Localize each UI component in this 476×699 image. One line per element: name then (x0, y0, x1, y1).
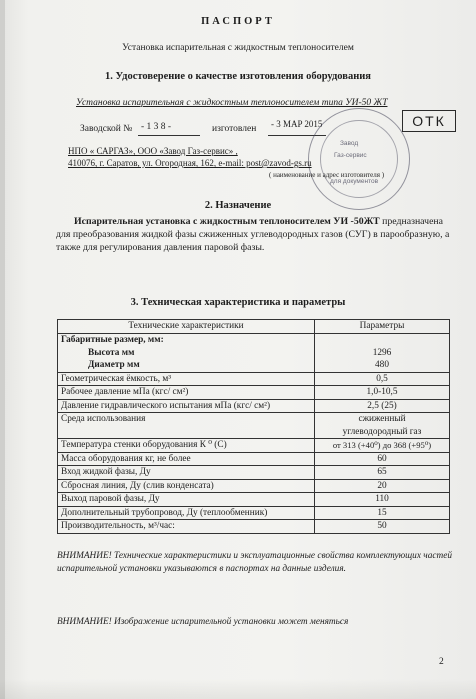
table-cell: 50 (315, 520, 450, 534)
seal-text: для документов (330, 178, 379, 185)
seal-text: Завод (340, 140, 359, 147)
table-cell: Среда использования (58, 413, 315, 426)
otk-stamp: ОТК (402, 110, 456, 132)
table-cell: Диаметр мм (58, 359, 315, 372)
table-row (58, 347, 450, 360)
spec-table (57, 319, 450, 534)
section2-heading: 2. Назначение (204, 200, 272, 211)
table-cell: Сбросная линия, Ду (слив конденсата) (58, 479, 315, 493)
page-number: 2 (439, 657, 444, 667)
table-header-row (58, 320, 450, 334)
table-row (58, 372, 450, 386)
product-line: Установка испарительная с жидкостным теплоносителем типа УИ-50 ЖТ (76, 98, 388, 108)
table-cell: 15 (315, 506, 450, 520)
serial-value: - 1 3 8 - (141, 122, 172, 132)
table-cell: 1296 (315, 347, 450, 360)
table-cell: 65 (315, 466, 450, 480)
page-edge-shadow (0, 0, 5, 699)
table-cell: Рабочее давление мПа (кгс/ см²) (58, 386, 315, 400)
table-cell: Вход жидкой фазы, Ду (58, 466, 315, 480)
table-cell: углеводородный газ (315, 426, 450, 439)
table-row (58, 479, 450, 493)
table-row (58, 493, 450, 507)
document-title: ПАСПОРТ (201, 16, 275, 27)
table-cell: Высота мм (58, 347, 315, 360)
section3-heading: 3. Техническая характеристика и параметры (130, 297, 346, 308)
purpose-bold: Испарительная установка с жидкостным теплоносителем УИ -50ЖТ (74, 216, 380, 227)
table-cell: Выход паровой фазы, Ду (58, 493, 315, 507)
scan-shadow (0, 679, 476, 699)
made-date: - 3 MAP 2015 (271, 119, 323, 129)
manufacturer-note: ( наименование и адрес изготовителя ) (269, 171, 385, 179)
table-row (58, 359, 450, 372)
table-cell (315, 334, 450, 347)
seal-text: Газ-сервис (334, 152, 367, 159)
manufacturer-line-2: 410076, г. Саратов, ул. Огородная, 162, e-mail: post@zavod-gs.ru (68, 158, 312, 168)
table-row (58, 399, 450, 413)
table-row (58, 506, 450, 520)
table-cell: 2,5 (25) (315, 399, 450, 413)
table-cell: 480 (315, 359, 450, 372)
table-cell: от 313 (+40⁰) до 368 (+95⁰) (315, 439, 450, 453)
table-row (58, 426, 450, 439)
table-row (58, 386, 450, 400)
table-cell: 0,5 (315, 372, 450, 386)
table-cell: Производительность, м³/час: (58, 520, 315, 534)
manufacturer-line-1: НПО « САРГАЗ», ООО «Завод Газ-сервис» , (68, 146, 238, 156)
purpose-rest: предназначена для преобразования жидкой фазы сжиженных углеводородных газов (СУГ) в парообразную, а также для регулирования давления паровой фазы. (56, 216, 450, 253)
table-row (58, 439, 450, 453)
table-row (58, 466, 450, 480)
table-row (58, 452, 450, 466)
table-row (58, 520, 450, 534)
table-cell: Дополнительный трубопровод, Ду (теплообменник) (58, 506, 315, 520)
table-cell: 20 (315, 479, 450, 493)
document-subtitle: Установка испарительная с жидкостным теплоносителем (122, 43, 354, 53)
section1-heading: 1. Удостоверение о качестве изготовления оборудования (104, 71, 371, 82)
table-cell: 60 (315, 452, 450, 466)
warning-note-1: ВНИМАНИЕ! Технические характеристики и эксплуатационные свойства комплектующих частей испарительной установки указываются в паспортах на данные изделия. (57, 551, 452, 574)
serial-label: Заводской № (80, 124, 133, 134)
made-label: изготовлен (212, 124, 257, 134)
table-cell: 1,0-10,5 (315, 386, 450, 400)
table-cell: сжиженный (315, 413, 450, 426)
warning-note-2: ВНИМАНИЕ! Изображение испарительной установки может меняться (57, 617, 349, 627)
table-row (58, 413, 450, 426)
table-cell (58, 426, 315, 439)
table-cell: Температура стенки оборудования К ⁰ (С) (58, 439, 315, 453)
purpose-paragraph (56, 215, 452, 254)
column-header: Параметры (315, 320, 450, 334)
table-row (58, 334, 450, 347)
table-cell: Габаритные размер, мм: (58, 334, 315, 347)
serial-underline (138, 135, 200, 136)
table-cell: Геометрическая ёмкость, м³ (58, 372, 315, 386)
company-seal-inner (320, 120, 398, 198)
table-cell: Давление гидравлического испытания мПа (кгс/ см²) (58, 399, 315, 413)
table-cell: 110 (315, 493, 450, 507)
column-header: Технические характеристики (58, 320, 315, 334)
table-cell: Масса оборудования кг, не более (58, 452, 315, 466)
